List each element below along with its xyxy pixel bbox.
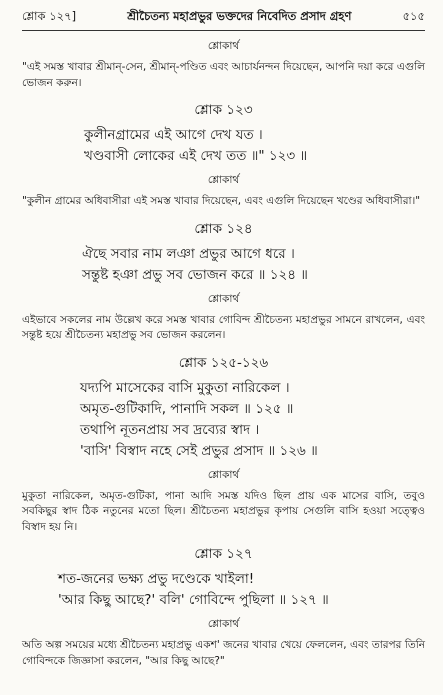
verse-label: শ্লোক ১২৭	[194, 546, 253, 562]
verse-label: শ্লোক ১২৫-১২৬	[178, 354, 269, 371]
section-verse-124	[22, 218, 425, 344]
translation-text: "এই সমস্ত খাবার শ্রীমান্-সেন, শ্রীমান্-পণ্ডিত এবং আচার্যনন্দন দিয়েছেন, আপনি দয়া করে এগুলি ভোজন করুন।	[22, 61, 425, 89]
verse-line: 'বাসি' বিস্বাদ নহে সেই প্রভুর প্রসাদ ॥ ১২৬ ॥	[80, 442, 318, 459]
translation-label: শ্লোকার্থ	[207, 292, 240, 305]
translation-label: শ্লোকার্থ	[207, 174, 240, 186]
verse-line: শত-জনের ভক্ষ্য প্রভু দণ্ডেকে খাইলা!	[58, 571, 255, 587]
translation-label: শ্লোকার্থ	[207, 468, 240, 481]
header-page-number: ৫১৫	[402, 9, 425, 23]
verse-line: কুলীনগ্রামের এই আগে দেখ যত ।	[84, 127, 263, 143]
verse-line: খণ্ডবাসী লোকের এই দেখ তত ॥" ১২৩ ॥	[84, 148, 308, 164]
verse-text	[22, 569, 425, 611]
verse-line: তথাপি নূতনপ্রায় সব দ্রব্যের স্বাদ ।	[80, 421, 260, 438]
translation-label: শ্লোকার্থ	[207, 618, 240, 630]
section-verse-123	[22, 99, 425, 210]
section-verse-125-126	[22, 352, 425, 536]
verse-label: শ্লোক ১২৩	[194, 102, 253, 118]
verse-label: শ্লোক ১২৪	[194, 220, 253, 237]
translation-text: "কুলীন গ্রামের অধিবাসীরা এই সমস্ত খাবার দিয়েছেন, এবং এগুলি দিয়েছেন খণ্ডের অধিবাসীরা।"	[22, 195, 421, 207]
running-header	[22, 8, 425, 31]
verse-line: 'আর কিছু আছে?' বলি' গোবিন্দে পুছিলা ॥ ১২৭ ॥	[58, 592, 329, 608]
verse-line: অমৃত-গুটিকাদি, পানাদি সকল ॥ ১২৫ ॥	[80, 400, 294, 417]
translation-text: মুকুতা নারিকেল, অমৃত-গুটিকা, পানা আদি সমস্ত যদিও ছিল প্রায় এক মাসের বাসি, তবুও সবকিছুর স্বাদ ঠিক নতুনের মতো ছিল। শ্রীচৈতন্য মহাপ্রভুর কৃপায় সেগুলি বাসি হওয়া সত্ত্বেও বিস্বাদ হয় নি।	[22, 489, 425, 533]
translation-text: এইভাবে সকলের নাম উল্লেখ করে সমস্ত খাবার গোবিন্দ শ্রীচৈতন্য মহাপ্রভুর সামনে রাখলেন, এবং সন্তুষ্ট হয়ে শ্রীচৈতন্য মহাপ্রভু সব ভোজন করলেন।	[22, 313, 425, 341]
section-verse-127	[22, 543, 425, 669]
verse-text	[22, 244, 425, 286]
verse-text	[22, 378, 425, 462]
verse-line: সন্তুষ্ট হঞা প্রভু সব ভোজন করে ॥ ১২৪ ॥	[82, 266, 308, 283]
translation-text: অতি অল্প সময়ের মধ্যে শ্রীচৈতন্য মহাপ্রভু একশ' জনের খাবার খেয়ে ফেললেন, এবং তারপর তিনি গোবিন্দকে জিজ্ঞাসা করলেন, "আর কিছু আছে?"	[22, 639, 425, 667]
translation-label: শ্লোকার্থ	[207, 40, 240, 52]
header-verse-ref: শ্লোক ১২৭]	[22, 9, 77, 23]
verse-text	[22, 125, 425, 167]
header-chapter-title: শ্রীচৈতন্য মহাপ্রভুর ভক্তদের নিবেদিত প্রসাদ গ্রহণ	[127, 9, 352, 23]
verse-line: যদ্যপি মাসেকের বাসি মুকুতা নারিকেল ।	[80, 379, 290, 396]
verse-line: ঐছে সবার নাম লঞা প্রভুর আগে ধরে ।	[82, 245, 295, 262]
section-0	[22, 39, 425, 91]
